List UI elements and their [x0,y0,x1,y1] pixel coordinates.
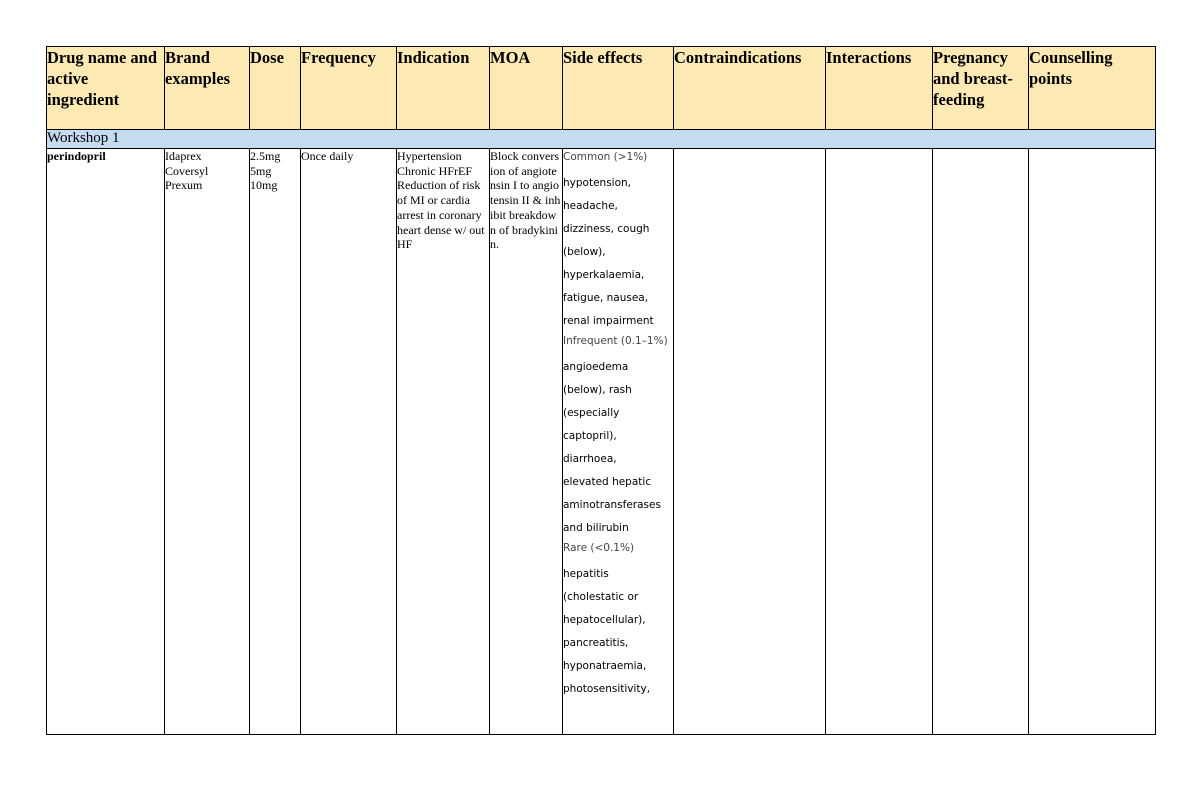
side-effect-item: hypotension, [563,177,631,189]
dose-item: 10mg [250,178,278,193]
header-side-effects: Side effects [563,47,674,130]
side-effect-item: headache, [563,200,618,212]
drug-name-cell: perindopril [47,149,165,735]
dose-cell [250,149,301,735]
side-effect-item: diarrhoea, [563,453,617,465]
side-effect-item: hyponatraemia, [563,660,647,672]
header-moa: MOA [490,47,563,130]
side-effect-item: and bilirubin [563,522,629,534]
indication-item: Chronic HFrEF [397,163,472,178]
frequency-cell: Once daily [301,149,397,735]
indication-item: Hypertension [397,149,462,163]
side-effect-item: pancreatitis, [563,637,629,649]
pregnancy-cell [933,149,1029,735]
brand-item: Idaprex [165,149,202,163]
indication-item: Reduction of risk of MI or cardia arrest in coronary heart dense w/ out HF [397,178,485,252]
side-effect-item: photosensitivity, [563,683,651,695]
header-interactions: Interactions [826,47,933,130]
side-effect-item: (especially [563,407,620,419]
side-effect-item: fatigue, nausea, [563,292,649,304]
section-row [47,130,1156,149]
side-effect-item: renal impairment [563,315,654,327]
side-effect-item: hyperkalaemia, [563,269,645,281]
brand-cell [165,149,250,735]
side-effect-item: dizziness, cough [563,223,650,235]
header-brand-examples: Brand examples [165,47,250,130]
brand-item: Coversyl [165,163,209,178]
side-effect-item: hepatitis [563,568,609,580]
header-dose: Dose [250,47,301,130]
contraindications-cell [674,149,826,735]
side-effect-item: aminotransferases [563,499,661,511]
side-effect-item: elevated hepatic [563,476,652,488]
rare-heading: Rare (<0.1%) [563,542,635,554]
section-title: Workshop 1 [47,130,1156,149]
table-row [47,149,1156,735]
header-frequency: Frequency [301,47,397,130]
side-effect-item: angioedema [563,361,629,373]
indication-cell [397,149,490,735]
header-indication: Indication [397,47,490,130]
header-drug-name: Drug name and active ingredient [47,47,165,130]
common-heading: Common (>1%) [563,151,648,163]
side-effect-item: (cholestatic or [563,591,639,603]
infrequent-heading: Infrequent (0.1–1%) [563,335,668,347]
side-effect-item: hepatocellular), [563,614,646,626]
brand-item: Prexum [165,178,203,193]
moa-text: Block conversion of angiotensin I to angiotensin II & inhibit breakdown of bradykinin. [490,149,561,252]
side-effects-cell [563,149,674,735]
drug-table [46,46,1156,735]
dose-item: 5mg [250,163,272,178]
side-effect-item: captopril), [563,430,617,442]
side-effect-item: (below), [563,246,606,258]
header-row [47,47,1156,130]
moa-cell [490,149,563,735]
header-counselling: Counselling points [1029,47,1156,130]
header-contraindications: Contraindications [674,47,826,130]
interactions-cell [826,149,933,735]
dose-item: 2.5mg [250,149,281,163]
header-pregnancy: Pregnancy and breast-feeding [933,47,1029,130]
counselling-cell [1029,149,1156,735]
side-effect-item: (below), rash [563,384,632,396]
